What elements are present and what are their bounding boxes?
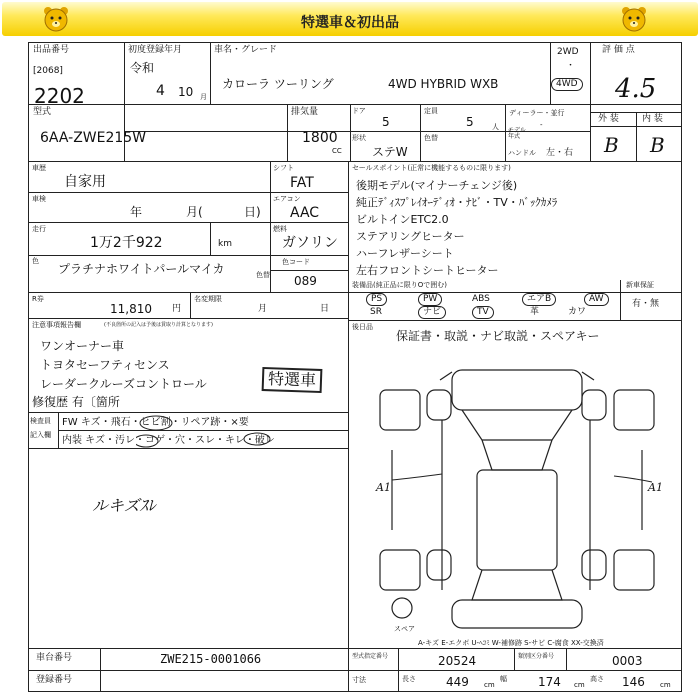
equip-pw: PW [418, 293, 442, 306]
capacity: 5 [466, 115, 474, 129]
equip-abs: ABS [472, 294, 490, 304]
door-label: ドア [352, 107, 366, 115]
damage-a1-left: A1 [376, 481, 391, 494]
sales-point: ハーフレザーシート [356, 247, 454, 260]
car-damage-diagram [352, 350, 678, 636]
bear-mascot-icon [620, 5, 648, 33]
class-number: 0003 [612, 654, 643, 668]
length-unit: cm [484, 681, 495, 689]
sales-points-label: セールスポイント(正常に機能するものに限ります) [352, 164, 511, 172]
equipment-label: 装備品(純正品に限りOで囲む) [352, 281, 447, 289]
first-reg-label: 初度登録年月 [128, 45, 183, 55]
sales-point: ビルトインETC2.0 [356, 213, 449, 226]
grade: 4WD HYBRID WXB [388, 77, 499, 91]
capacity-label: 定員 [424, 107, 438, 115]
name-change-month: 月 [258, 304, 268, 314]
exterior-label: 外 装 [598, 114, 619, 124]
color-scheme-label: 色替 [424, 134, 438, 142]
drive-dot: ・ [566, 61, 576, 71]
type-code: 6AA-ZWE215W [40, 130, 147, 146]
color-change-label: 色替 [256, 271, 270, 279]
registration-label: 登録番号 [36, 675, 73, 685]
cc-unit: CC [332, 147, 342, 155]
interior-grade: B [650, 133, 665, 157]
warranty-value: 有・無 [632, 299, 660, 309]
lot-sub-number: [2068] [33, 66, 63, 76]
mileage-label: 走行 [32, 225, 46, 233]
recycle-amount: 11,810 [110, 302, 152, 316]
model-label: 車名・グレード [214, 45, 278, 55]
inspection-year: 年 [130, 205, 143, 219]
damage-a1-right: A1 [648, 481, 663, 494]
note-line-1: ワンオーナー車 [40, 339, 125, 353]
inspector-label-2: 記入欄 [30, 431, 51, 439]
shift-label: シフト [273, 164, 294, 172]
height-unit: cm [660, 681, 671, 689]
shape-label: 形状 [352, 134, 366, 142]
header-banner [2, 2, 698, 36]
fuel-label: 燃料 [273, 225, 287, 233]
exterior-grade: B [604, 133, 619, 157]
aircon-label: エアコン [273, 195, 301, 203]
exterior-check: FW キズ・飛石・ヒビ割・リペア跡・×要 [62, 417, 249, 428]
displacement-label: 排気量 [291, 107, 319, 117]
aircon: AAC [290, 205, 320, 221]
mileage: 1万2千922 [90, 235, 163, 251]
grade-score: 4.5 [615, 74, 657, 104]
lot-number: 2202 [34, 84, 85, 108]
equip-tv: TV [472, 306, 494, 319]
month-unit: 月 [200, 93, 207, 101]
inspection-month: 月( [186, 205, 203, 219]
recycle-label: R券 [32, 295, 44, 303]
yen-unit: 円 [172, 304, 182, 314]
name-change-label: 名変期限 [194, 295, 222, 303]
equip-kawa: カワ [568, 307, 587, 317]
damage-legend: A-キズ E-エクボ U-ﾍｺﾐ W-補修跡 S-サビ C-腐食 XX-交換済 [418, 639, 604, 647]
km-unit: km [218, 239, 232, 249]
repair-history: 修復歴 有〔箇所 [32, 395, 120, 409]
interior-label: 内 装 [642, 114, 663, 124]
era: 令和 [130, 61, 155, 75]
equip-aw: AW [584, 293, 609, 306]
grade-score-label: 評 価 点 [602, 45, 635, 55]
warranty-label: 新車保証 [626, 281, 654, 289]
notes-label: 注意事項報告欄 [32, 321, 81, 329]
width-unit: cm [574, 681, 585, 689]
history-label: 車歴 [32, 164, 46, 172]
dealer-label: ディーラー・並行 [509, 109, 565, 117]
length: 449 [446, 675, 469, 689]
inspector-label-1: 検査員 [30, 417, 51, 425]
inspection-label: 車検 [32, 195, 46, 203]
spec-type-number: 20524 [438, 654, 477, 668]
color-label: 色 [32, 257, 39, 265]
handwritten-note: ルキズｽﾚ [92, 496, 156, 515]
shift: FAT [290, 175, 314, 191]
car-name: カローラ ツーリング [222, 77, 334, 91]
reg-year: 4 [156, 83, 165, 99]
handle-value: 左・右 [546, 148, 574, 158]
drive-2wd: 2WD [557, 47, 579, 57]
height: 146 [622, 675, 645, 689]
fuel: ガソリン [282, 235, 338, 251]
circle-mark-sure [242, 430, 272, 448]
equip-leather: 革 [530, 307, 540, 317]
interior-check: 内装 キズ・汚レ・コゲ・穴・スレ・キレ・破レ [62, 435, 275, 446]
dealer-dash: - [540, 121, 543, 129]
body-shape: ステW [372, 145, 408, 159]
page-title: 特選車＆初出品 [301, 15, 399, 31]
special-stamp: 特選車 [262, 367, 323, 393]
equip-ps: PS [366, 293, 387, 306]
width: 174 [538, 675, 561, 689]
chassis-label: 車台番号 [36, 653, 73, 663]
reg-month: 10 [178, 85, 194, 99]
sales-point: 純正ﾃﾞｨｽﾌﾟﾚｲｵｰﾃﾞｨｵ・ﾅﾋﾞ・TV・ﾊﾞｯｸｶﾒﾗ [356, 196, 558, 209]
sales-point: ステアリングヒーター [356, 230, 465, 243]
spare-label: スペア [394, 625, 415, 633]
equip-sr: SR [370, 307, 382, 317]
spec-type-label: 型式指定番号 [352, 653, 389, 660]
after-items: 保証書・取説・ナビ取説・スペアキー [396, 329, 600, 343]
equip-airbag: エアB [522, 293, 556, 306]
door-count: 5 [382, 115, 390, 129]
length-label: 長さ [402, 675, 416, 683]
equip-navi: ナビ [418, 306, 446, 319]
capacity-unit: 人 [492, 123, 499, 131]
model-year-label: モデル 年式 [508, 127, 526, 140]
size-label: 寸法 [352, 676, 366, 684]
sales-point: 後期モデル(マイナーチェンジ後) [356, 179, 518, 192]
history: 自家用 [64, 174, 106, 190]
type-code-label: 型式 [33, 107, 52, 117]
note-line-3: レーダークルーズコントロール [40, 377, 207, 391]
handle-label: ハンドル [508, 149, 536, 157]
drive-4wd: 4WD [551, 78, 583, 91]
height-label: 高さ [590, 675, 604, 683]
lot-label: 出品番号 [33, 45, 70, 55]
inspection-day: 日) [244, 205, 261, 219]
circle-marks [136, 414, 176, 448]
class-label: 類別区分番号 [518, 653, 555, 660]
after-items-label: 後日品 [352, 323, 373, 331]
displacement: 1800 [302, 130, 338, 146]
note-line-2: トヨタセーフティセンス [40, 358, 170, 372]
width-label: 幅 [500, 675, 507, 683]
sales-point: 左右フロントシートヒーター [356, 264, 499, 277]
name-change-day: 日 [320, 304, 330, 314]
notes-sub: (不良箇所の記入は予後は賃取り計算となります) [104, 322, 213, 328]
color-code-label: 色コード [282, 258, 310, 266]
color-name: プラチナホワイトパールマイカ [58, 262, 225, 276]
chassis-number: ZWE215-0001066 [160, 652, 262, 666]
color-code: 089 [294, 274, 317, 288]
